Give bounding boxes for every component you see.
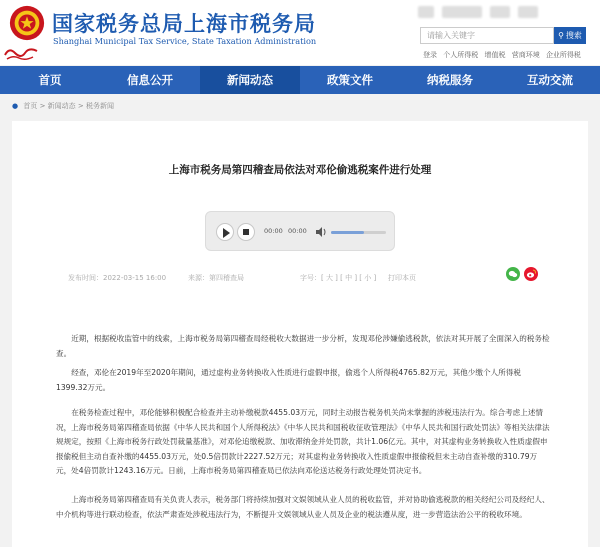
main-nav (0, 66, 600, 94)
quick-link[interactable]: 营商环境 (511, 51, 540, 59)
article-paragraph (56, 493, 552, 522)
duration-time: 00:00 (288, 227, 307, 235)
article-paragraph (56, 366, 552, 395)
quick-link[interactable]: 增值税 (484, 51, 506, 59)
article-title: 上海市税务局第四稽查局依法对邓伦偷逃税案件进行处理 (168, 164, 432, 176)
tax-emblem-icon (8, 4, 46, 42)
audio-player (205, 211, 395, 251)
quick-link[interactable]: 企业所得税 (545, 51, 581, 59)
breadcrumb: ● 首页 > 新闻动态 > 税务新闻 (12, 102, 114, 110)
play-button[interactable] (216, 223, 234, 241)
volume-icon[interactable] (314, 224, 328, 238)
article-paragraph (56, 406, 552, 479)
blurred-link[interactable] (490, 6, 510, 18)
weibo-share-icon[interactable] (524, 267, 538, 281)
nav-tax-service[interactable]: 纳税服务 (427, 73, 473, 87)
nav-policy-files[interactable]: 政策文件 (327, 73, 373, 87)
blurred-link[interactable] (418, 6, 434, 18)
top-user-links[interactable] (418, 6, 538, 18)
article-source: 来源：第四稽查局 (188, 274, 244, 282)
breadcrumb-tax-news[interactable]: 税务新闻 (86, 102, 114, 110)
nav-interaction[interactable]: 互动交流 (527, 73, 573, 87)
print-link[interactable]: 打印本页 (388, 274, 416, 282)
wechat-share-icon[interactable] (506, 267, 520, 281)
breadcrumb-home[interactable]: 首页 (23, 102, 38, 110)
site-title[interactable]: 国家税务总局上海市税务局 (52, 12, 316, 36)
nav-news[interactable]: 新闻动态 (200, 66, 300, 94)
site-header (0, 0, 600, 65)
paragraph-text: 近期，根据税收监管中的线索，上海市税务局第四稽查局经税收大数据进一步分析，发现邓伦涉嫌偷逃税款，依法对其开展了全面深入的税务检查。 (56, 334, 550, 358)
blurred-link[interactable] (442, 6, 482, 18)
quick-links (423, 50, 585, 60)
site-subtitle: Shanghai Municipal Tax Service, State Taxation Administration (53, 36, 317, 46)
publish-date: 发布时间：2022-03-15 16:00 (68, 274, 167, 282)
nav-info-disclosure[interactable]: 信息公开 (127, 73, 173, 87)
search-icon: ⚲ (558, 31, 564, 40)
paragraph-text: 上海市税务局第四稽查局有关负责人表示，税务部门将持续加强对文娱领域从业人员的税收监管，并对协助偷逃税款的相关经纪公司及经纪人、中介机构等进行联动检查，依法严肃查处涉税违法行为，不断提升文娱领域从业人员及企业的税法遵从度，进一步营造法治公平的税收环境。 (56, 495, 550, 519)
location-pin-icon: ● (12, 102, 19, 110)
blurred-link[interactable] (518, 6, 538, 18)
search-button-label: 搜索 (565, 31, 582, 40)
breadcrumb-news[interactable]: 新闻动态 (47, 102, 76, 110)
nav-home[interactable]: 首页 (38, 73, 62, 87)
article-panel (12, 121, 588, 547)
current-time: 00:00 (264, 227, 283, 235)
paragraph-text: 经查，邓伦在2019年至2020年期间，通过虚构业务转换收入性质进行虚假申报，偷逃个人所得税4765.82万元，其他少缴个人所得税1399.32万元。 (56, 368, 521, 392)
quick-link[interactable]: 个人所得税 (443, 51, 479, 59)
stop-button[interactable] (237, 223, 255, 241)
search-button[interactable] (554, 27, 586, 44)
paragraph-text: 在税务检查过程中，邓伦能够积极配合检查并主动补缴税款4455.03万元，同时主动报告税务机关尚未掌握的涉税违法行为。综合考虑上述情况，上海市税务局第四稽查局依据《中华人民共和国个人所得税法》《中华人民共和国税收征收管理法》《中华人民共和国行政处罚法》等相关法律法规规定，按照《上海市税务行政处罚裁量基准》，对邓伦追缴税款、加收滞纳金并处罚款，共计1.06亿元。其中，对其虚构业务转换收入性质虚假申报偷税但主动自查补缴的4455.03万元，处0.5倍罚款计2227.52万元；对其虚构业务转换收入性质虚假申报偷税但未主动自查补缴的310.79万元，处4倍罚款计1243.16万元。日前，上海市税务局第四稽查局已依法向邓伦送达税务行政处理处罚决定书。 (56, 408, 550, 475)
article-paragraph (56, 332, 552, 361)
font-size-control[interactable]: 字号：[ 大 ] [ 中 ] [ 小 ] (300, 274, 377, 282)
china-tax-logo-icon (3, 45, 39, 61)
volume-fill (331, 231, 364, 234)
search-input[interactable]: 请输入关键字 (420, 27, 554, 44)
quick-link[interactable]: 登录 (423, 51, 437, 59)
volume-slider[interactable] (331, 231, 386, 234)
